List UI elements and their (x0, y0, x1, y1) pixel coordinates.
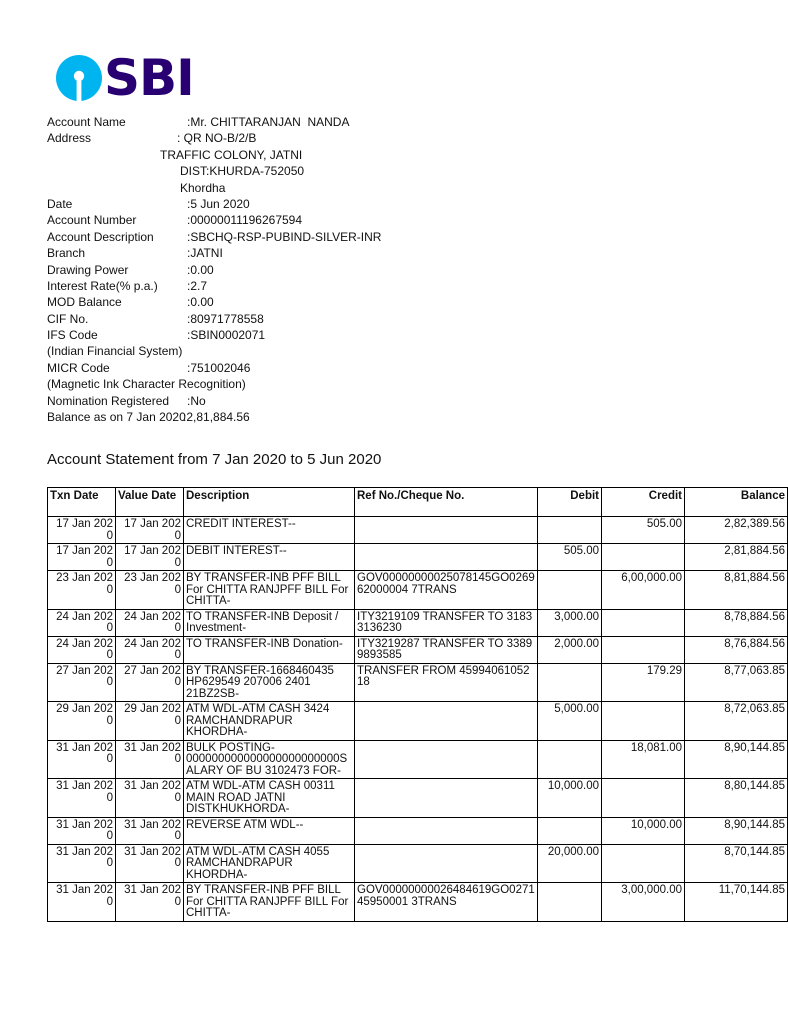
account-info-label: MICR Code (47, 360, 110, 375)
account-info-value: :80971778558 (187, 311, 264, 326)
ref-no-cell: GOV00000000025078145GO026962000004 7TRANS (355, 571, 538, 610)
col-txn-date: Txn Date (48, 488, 116, 517)
value-date-cell: 17 Jan 2020 (116, 517, 184, 544)
statement-table-wrapper (47, 487, 785, 922)
description-cell: REVERSE ATM WDL-- (184, 817, 355, 844)
statement-title: Account Statement from 7 Jan 2020 to 5 Jun 2020 (47, 451, 382, 468)
description-cell: BULK POSTING-000000000000000000000000SALARY OF BU 3102473 FOR- (184, 740, 355, 779)
table-row (48, 740, 788, 779)
debit-cell: 5,000.00 (538, 702, 602, 741)
account-info-value: :Mr. CHITTARANJAN NANDA (187, 115, 350, 129)
account-info-label: CIF No. (47, 311, 89, 326)
table-row (48, 571, 788, 610)
table-row (48, 663, 788, 702)
description-cell: BY TRANSFER-1668460435 HP629549 207006 2401 21BZ2SB- (184, 663, 355, 702)
debit-cell: 20,000.00 (538, 844, 602, 883)
account-info-value: :SBIN0002071 (187, 328, 266, 343)
balance-cell: 8,72,063.85 (685, 702, 788, 741)
credit-cell: 179.29 (602, 663, 685, 702)
account-info-label: Interest Rate(% p.a.) (47, 278, 158, 293)
ref-no-cell (355, 779, 538, 818)
value-date-cell: 27 Jan 2020 (116, 663, 184, 702)
balance-cell: 11,70,144.85 (685, 883, 788, 922)
debit-cell: 505.00 (538, 544, 602, 571)
debit-cell (538, 883, 602, 922)
balance-cell: 8,77,063.85 (685, 663, 788, 702)
col-ref-no: Ref No./Cheque No. (355, 488, 538, 517)
value-date-cell: 29 Jan 2020 (116, 702, 184, 741)
ref-no-cell (355, 544, 538, 571)
table-row (48, 609, 788, 636)
value-date-cell: 23 Jan 2020 (116, 571, 184, 610)
txn-date-cell: 17 Jan 2020 (48, 544, 116, 571)
account-info-label: Address (47, 131, 92, 146)
credit-cell: 18,081.00 (602, 740, 685, 779)
description-cell: BY TRANSFER-INB PFF BILL For CHITTA RANJPFF BILL For CHITTA- (184, 571, 355, 610)
account-info-label: MOD Balance (47, 295, 122, 310)
description-cell: ATM WDL-ATM CASH 3424 RAMCHANDRAPUR KHORDHA- (184, 702, 355, 741)
description-cell: TO TRANSFER-INB Deposit / Investment- (184, 609, 355, 636)
account-info-value: :0.00 (187, 295, 214, 310)
table-row (48, 817, 788, 844)
txn-date-cell: 31 Jan 2020 (48, 817, 116, 844)
debit-cell (538, 740, 602, 779)
balance-cell: 2,81,884.56 (685, 544, 788, 571)
ref-no-cell (355, 702, 538, 741)
account-info-label: Drawing Power (47, 262, 129, 277)
debit-cell (538, 817, 602, 844)
account-info-label: Nomination Registered (47, 393, 170, 408)
balance-cell: 8,81,884.56 (685, 571, 788, 610)
statement-table (47, 487, 788, 922)
value-date-cell: 17 Jan 2020 (116, 544, 184, 571)
table-row (48, 844, 788, 883)
account-info-value: :No (187, 393, 206, 408)
value-date-cell: 31 Jan 2020 (116, 740, 184, 779)
sbi-wordmark: SBI (104, 49, 194, 107)
credit-cell: 10,000.00 (602, 817, 685, 844)
credit-cell (602, 636, 685, 663)
balance-cell: 8,70,144.85 (685, 844, 788, 883)
txn-date-cell: 27 Jan 2020 (48, 663, 116, 702)
account-info-value: TRAFFIC COLONY, JATNI (160, 147, 303, 162)
table-row (48, 544, 788, 571)
debit-cell: 10,000.00 (538, 779, 602, 818)
table-header-row (48, 488, 788, 517)
account-info-label: Account Name (47, 115, 126, 129)
description-cell: ATM WDL-ATM CASH 4055 RAMCHANDRAPUR KHORDHA- (184, 844, 355, 883)
account-info-label: (Indian Financial System) (47, 344, 183, 359)
debit-cell (538, 571, 602, 610)
table-row (48, 636, 788, 663)
balance-cell: 8,80,144.85 (685, 779, 788, 818)
credit-cell: 3,00,000.00 (602, 883, 685, 922)
account-info-value: :2.7 (187, 278, 208, 293)
account-info-label: Account Number (47, 213, 137, 228)
account-info-value: :0.00 (187, 262, 214, 277)
value-date-cell: 31 Jan 2020 (116, 844, 184, 883)
credit-cell (602, 544, 685, 571)
account-info-label: Balance as on 7 Jan 2020 (47, 410, 186, 425)
description-cell: TO TRANSFER-INB Donation- (184, 636, 355, 663)
txn-date-cell: 17 Jan 2020 (48, 517, 116, 544)
description-cell: CREDIT INTEREST-- (184, 517, 355, 544)
col-debit: Debit (538, 488, 602, 517)
debit-cell: 3,000.00 (538, 609, 602, 636)
description-cell: BY TRANSFER-INB PFF BILL For CHITTA RANJPFF BILL For CHITTA- (184, 883, 355, 922)
account-info-label: IFS Code (47, 328, 98, 343)
ref-no-cell (355, 740, 538, 779)
ref-no-cell: GOV00000000026484619GO027145950001 3TRANS (355, 883, 538, 922)
credit-cell (602, 702, 685, 741)
col-balance: Balance (685, 488, 788, 517)
ref-no-cell (355, 517, 538, 544)
credit-cell (602, 609, 685, 636)
debit-cell (538, 663, 602, 702)
balance-cell: 8,78,884.56 (685, 609, 788, 636)
ref-no-cell: ITY3219109 TRANSFER TO 31833136230 (355, 609, 538, 636)
account-info-value: :2,81,884.56 (183, 410, 250, 425)
ref-no-cell (355, 844, 538, 883)
value-date-cell: 24 Jan 2020 (116, 609, 184, 636)
account-info-value: Khordha (180, 180, 226, 195)
txn-date-cell: 31 Jan 2020 (48, 779, 116, 818)
account-info-value: :SBCHQ-RSP-PUBIND-SILVER-INR (187, 229, 382, 244)
account-info-value: :5 Jun 2020 (187, 196, 250, 211)
credit-cell (602, 844, 685, 883)
txn-date-cell: 29 Jan 2020 (48, 702, 116, 741)
balance-cell: 8,90,144.85 (685, 740, 788, 779)
debit-cell: 2,000.00 (538, 636, 602, 663)
table-row (48, 702, 788, 741)
value-date-cell: 31 Jan 2020 (116, 817, 184, 844)
account-info-label: Account Description (47, 229, 154, 244)
txn-date-cell: 24 Jan 2020 (48, 609, 116, 636)
balance-cell: 2,82,389.56 (685, 517, 788, 544)
ref-no-cell (355, 817, 538, 844)
account-info-label: Date (47, 196, 73, 211)
sbi-logo (55, 49, 194, 107)
txn-date-cell: 31 Jan 2020 (48, 740, 116, 779)
sbi-keyhole-icon (55, 54, 103, 102)
debit-cell (538, 517, 602, 544)
txn-date-cell: 31 Jan 2020 (48, 844, 116, 883)
table-row (48, 883, 788, 922)
col-value-date: Value Date (116, 488, 184, 517)
account-info-value: :751002046 (187, 360, 251, 375)
txn-date-cell: 23 Jan 2020 (48, 571, 116, 610)
col-credit: Credit (602, 488, 685, 517)
balance-cell: 8,90,144.85 (685, 817, 788, 844)
description-cell: ATM WDL-ATM CASH 00311 MAIN ROAD JATNI DISTKHUKHORDA- (184, 779, 355, 818)
value-date-cell: 24 Jan 2020 (116, 636, 184, 663)
value-date-cell: 31 Jan 2020 (116, 779, 184, 818)
value-date-cell: 31 Jan 2020 (116, 883, 184, 922)
txn-date-cell: 24 Jan 2020 (48, 636, 116, 663)
credit-cell: 6,00,000.00 (602, 571, 685, 610)
table-row (48, 779, 788, 818)
ref-no-cell: TRANSFER FROM 4599406105218 (355, 663, 538, 702)
account-info-value: : QR NO-B/2/B (177, 131, 257, 146)
account-info-value: :JATNI (187, 246, 223, 261)
account-info-label: (Magnetic Ink Character Recognition) (47, 377, 246, 392)
account-info-value: DIST:KHURDA-752050 (180, 164, 305, 179)
account-info-value: :00000011196267594 (187, 213, 303, 228)
description-cell: DEBIT INTEREST-- (184, 544, 355, 571)
credit-cell: 505.00 (602, 517, 685, 544)
ref-no-cell: ITY3219287 TRANSFER TO 33899893585 (355, 636, 538, 663)
credit-cell (602, 779, 685, 818)
txn-date-cell: 31 Jan 2020 (48, 883, 116, 922)
balance-cell: 8,76,884.56 (685, 636, 788, 663)
table-row (48, 517, 788, 544)
account-info-label: Branch (47, 246, 86, 261)
col-description: Description (184, 488, 355, 517)
